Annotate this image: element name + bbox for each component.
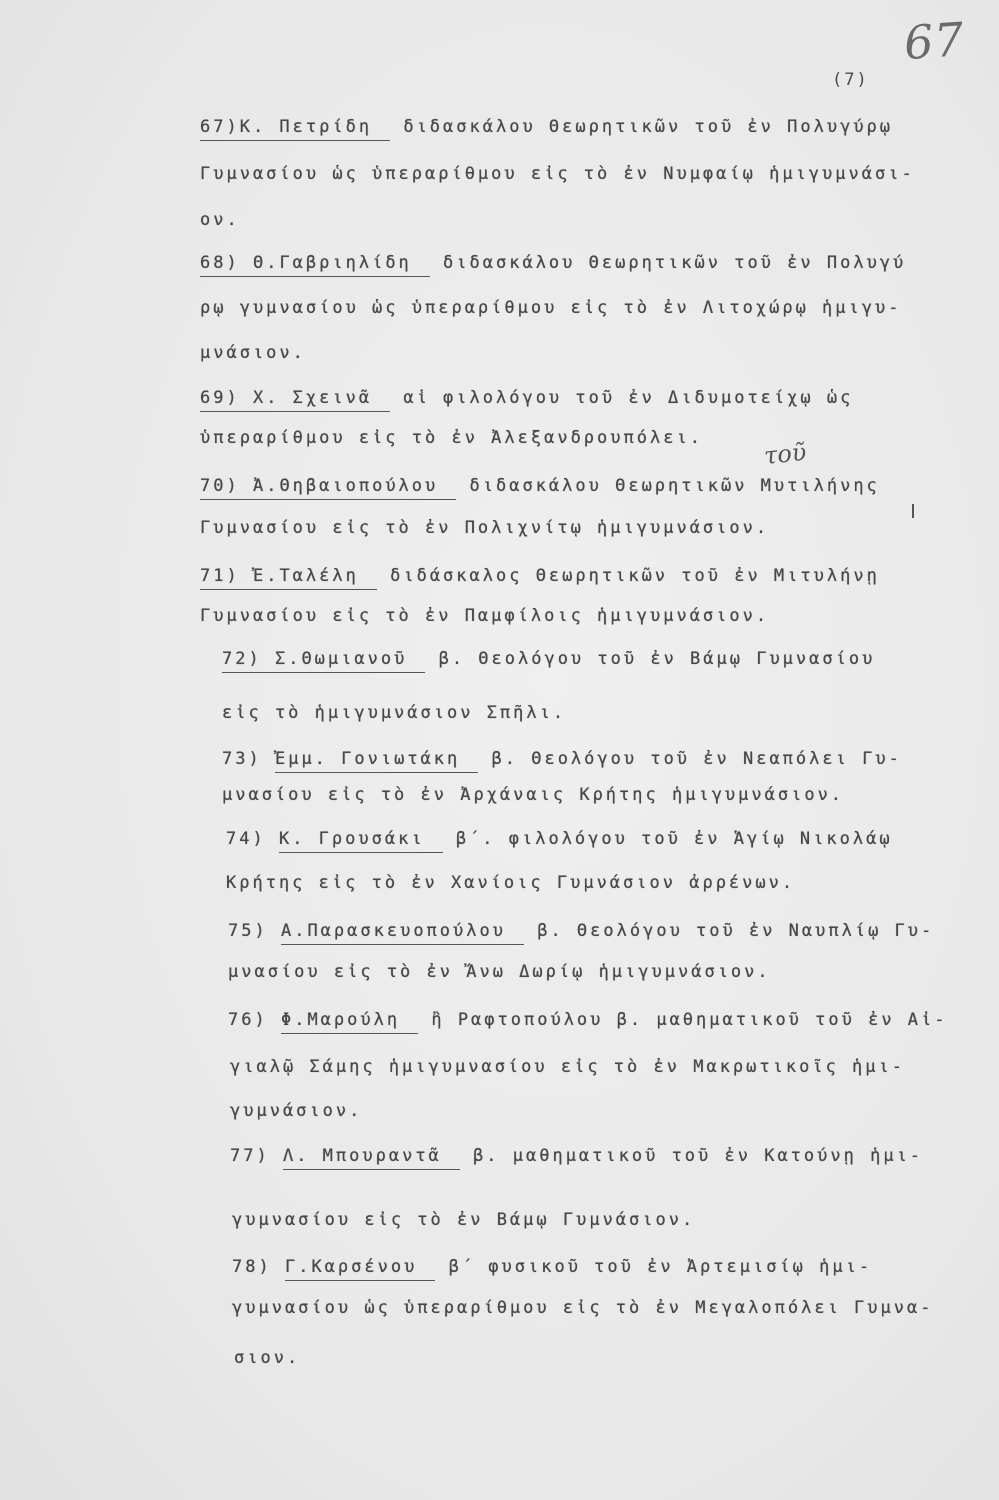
entry-72-heading — [222, 649, 425, 673]
entry-75-name: Α.Παρασκευοπούλου — [281, 921, 524, 945]
entry-71-text: διδάσκαλος Θεωρητικῶν τοῦ ἐν Μιτυλήνῃ — [390, 566, 880, 586]
handwritten-insertion: τοῦ — [762, 437, 808, 471]
entry-77-number: 77) — [230, 1146, 270, 1166]
entry-69-number: 69) — [200, 388, 240, 408]
entry-68-heading — [200, 253, 430, 277]
entry-68-line-1 — [200, 252, 906, 274]
entry-76-line-2: γιαλῷ Σάμης ἡμιγυμνασίου εἰς τὸ ἐν Μακρωτικοῖς ἡμι- — [230, 1057, 905, 1077]
entry-70-name: Ἀ.Θηβαιοπούλου — [252, 476, 439, 496]
entry-70-text: διδασκάλου Θεωρητικῶν Μυτιλήνης — [469, 476, 880, 496]
entry-77-name: Λ. Μπουραντᾶ — [283, 1146, 460, 1170]
entry-77-text: β. μαθηματικοῦ τοῦ ἐν Κατούνῃ ἡμι- — [473, 1146, 924, 1166]
entry-71-number: 71) — [200, 566, 240, 586]
entry-69-name: Χ. Σχεινᾶ — [252, 388, 373, 408]
entry-67-number: 67) — [200, 117, 240, 137]
entry-73-number: 73) — [222, 749, 262, 769]
entry-69-line-2: ὑπεραρίθμου εἰς τὸ ἐν Ἀλεξανδρουπόλει. — [200, 428, 703, 448]
entry-73-text: β. Θεολόγου τοῦ ἐν Νεαπόλει Γυ- — [491, 749, 902, 769]
entry-72-number: 72) — [222, 649, 262, 669]
entry-76-text: ἢ Ραφτοπούλου β. μαθηματικοῦ τοῦ ἐν Αἰ- — [431, 1010, 948, 1030]
entry-68-number: 68) — [200, 253, 240, 273]
entry-73-line-2: μνασίου εἰς τὸ ἐν Ἀρχάναις Κρήτης ἡμιγυμνάσιον. — [222, 785, 845, 805]
entry-70-number: 70) — [200, 476, 240, 496]
entry-74-name: Κ. Γρουσάκι — [279, 829, 443, 853]
entry-74-line-1 — [226, 828, 893, 850]
entry-69-heading — [200, 388, 390, 412]
entry-77-line-2: γυμνασίου εἰς τὸ ἐν Βάμῳ Γυμνάσιον. — [232, 1210, 696, 1230]
entry-71-line-1 — [200, 565, 880, 587]
entry-70-line-2: Γυμνασίου εἰς τὸ ἐν Πολιχνίτῳ ἡμιγυμνάσιον. — [200, 518, 770, 538]
entry-75-line-1 — [228, 920, 934, 942]
entry-78-line-1 — [232, 1256, 872, 1278]
entry-68-name: Θ.Γαβριηλίδη — [252, 253, 412, 273]
entry-75-text: β. Θεολόγου τοῦ ἐν Ναυπλίῳ Γυ- — [537, 921, 935, 941]
entry-70-heading — [200, 476, 456, 500]
entry-67-text: διδασκάλου Θεωρητικῶν τοῦ ἐν Πολυγύρῳ — [403, 117, 894, 137]
entry-76-number: 76) — [228, 1010, 268, 1030]
entry-67-line-2: Γυμνασίου ὡς ὑπεραρίθμου εἰς τὸ ἐν Νυμφαίῳ ἡμιγυμνάσι- — [200, 164, 915, 184]
entry-78-number: 78) — [232, 1257, 272, 1277]
entry-78-text: β΄ φυσικοῦ τοῦ ἐν Ἀρτεμισίῳ ἡμι- — [448, 1257, 873, 1277]
entry-76-line-3: γυμνάσιον. — [230, 1101, 363, 1121]
entry-70-line-1 — [200, 475, 880, 497]
entry-68-line-2: ρῳ γυμνασίου ὡς ὑπεραρίθμου εἰς τὸ ἐν Λιτοχώρῳ ἡμιγυ- — [200, 298, 902, 318]
entry-67-line-1 — [200, 116, 893, 138]
entry-74-number: 74) — [226, 829, 266, 849]
entry-71-line-2: Γυμνασίου εἰς τὸ ἐν Παμφίλοις ἡμιγυμνάσιον. — [200, 606, 770, 626]
entry-72-text: β. Θεολόγου τοῦ ἐν Βάμῳ Γυμνασίου — [438, 649, 876, 669]
entry-78-name: Γ.Καρσένου — [285, 1257, 435, 1281]
entry-76-line-1 — [228, 1009, 948, 1031]
entry-67-name: Κ. Πετρίδη — [239, 117, 373, 137]
entry-72-name: Σ.Θωμιανοῦ — [274, 649, 408, 669]
entry-71-heading — [200, 566, 377, 590]
entry-73-line-1 — [222, 748, 902, 770]
entry-69-line-1 — [200, 387, 853, 409]
entry-69-text: αἱ φιλολόγου τοῦ ἐν Διδυμοτείχῳ ὡς — [403, 388, 854, 408]
page-number: (7) — [832, 70, 869, 90]
entry-75-line-2: μνασίου εἰς τὸ ἐν Ἄνω Δωρίῳ ἡμιγυμνάσιον. — [228, 962, 771, 982]
handwritten-folio-number: 67 — [902, 11, 967, 71]
entry-74-text: β΄. φιλολόγου τοῦ ἐν Ἁγίῳ Νικολάῳ — [455, 829, 893, 849]
entry-72-line-2: εἰς τὸ ἡμιγυμνάσιον Σπῆλι. — [222, 703, 567, 723]
entry-78-line-2: γυμνασίου ὡς ὑπεραρίθμου εἰς τὸ ἐν Μεγαλοπόλει Γυμνα- — [232, 1298, 934, 1318]
entry-71-name: Ἐ.Ταλέλη — [252, 566, 359, 586]
entry-68-text: διδασκάλου Θεωρητικῶν τοῦ ἐν Πολυγύ — [443, 253, 907, 273]
entry-75-number: 75) — [228, 921, 268, 941]
entry-78-line-3: σιον. — [234, 1348, 301, 1368]
entry-74-line-2: Κρήτης εἰς τὸ ἐν Χανίοις Γυμνάσιον ἀρρένων. — [226, 873, 796, 893]
entry-72-line-1 — [222, 648, 875, 670]
entry-67-line-3: ον. — [200, 210, 240, 230]
entry-77-line-1 — [230, 1145, 923, 1167]
entry-67-heading — [200, 117, 390, 141]
entry-73-name: Ἐμμ. Γονιωτάκη — [275, 749, 478, 773]
entry-76-name: Φ.Μαρούλη — [281, 1010, 418, 1034]
entry-68-line-3: μνάσιον. — [200, 343, 306, 363]
handwritten-correction-mark — [912, 504, 914, 518]
